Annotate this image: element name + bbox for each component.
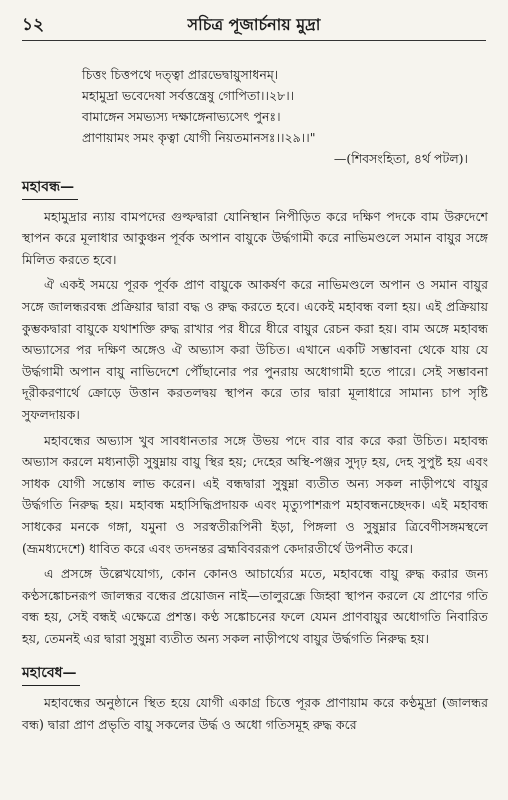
page-header <box>22 12 486 38</box>
paragraph: মহামুদ্রার ন্যায় বামপদের গুল্ফদ্বারা যোনিস্থান নিপীড়িত করে দক্ষিণ পদকে বাম উরুদেশে স্থাপন করে মূলাধার আকুঞ্চন পূর্বক অপান বায়ুকে উর্দ্ধগামী করে নাভিমণ্ডলে সমান বায়ুর সঙ্গে মিলিত করতে হবে। <box>22 208 488 267</box>
page-number: ১২ <box>22 15 45 35</box>
verse-line: প্রাণায়ামং সমং কৃত্বা যোগী নিয়তমানসঃ।।২৯।।" <box>82 130 316 145</box>
verse-line: মহামুদ্রা ভবেদেষা সর্বত্তন্ত্রেষু গোপিতা।।২৮।। <box>82 88 295 103</box>
verse-citation: —(শিবসংহিতা, ৪র্থ পটল)। <box>333 151 468 166</box>
body-text <box>22 176 488 739</box>
running-title: সচিত্র পূজার্চনায় মুদ্রা <box>187 15 321 34</box>
verse-line: বামাঙ্গেন সমভ্যস্য দক্ষাঙ্গেনাভ্যসেৎ পুনঃ। <box>82 109 281 124</box>
paragraph: ঐ একই সময়ে পূরক পূর্বক প্রাণ বায়ুকে আকর্ষণ করে নাভিমণ্ডলে অপান ও সমান বায়ুর সঙ্গে জালন্ধরবন্ধ প্রক্রিয়ার দ্বারা বদ্ধ ও রুদ্ধ করতে হবে। একেই মহাবন্ধ বলা হয়। এই প্রক্রিয়ায় কুম্ভকদ্বারা বায়ুকে যথাশক্তি রুদ্ধ রাখার পর ধীরে ধীরে বায়ুর রেচন করা হয়। বাম অঙ্গে মহাবন্ধ অভ্যাসের পর দক্ষিণ অঙ্গেও ঐ অভ্যাস করা উচিত। এখানে একটি সম্ভাবনা থেকে যায় যে উর্দ্ধগামী অপান বায়ু নাভিদেশে পৌঁছানোর পর পুনরায় অধোগামী হতে পারে। সেই সম্ভাবনা দূরীকরণার্থে ক্রোড়ে উত্তান করতলদ্বয় স্থাপন করে তার দ্বারা মূলাধারে সামান্য চাপ সৃষ্টি সুফলদায়ক। <box>22 277 488 422</box>
verse-line: চিত্তং চিত্তপথে দত্ত্বা প্রারভেদ্বায়ুসাধনম্। <box>82 67 279 82</box>
paragraph: মহাবন্ধের অনুষ্ঠানে স্থিত হয়ে যোগী একাগ্র চিত্তে পূরক প্রাণায়াম করে কণ্ঠমুদ্রা (জালন্ধর বন্ধ) দ্বারা প্রাণ প্রভৃতি বায়ু সকলের উর্দ্ধ ও অধো গতিসমূহ রুদ্ধ করে <box>22 695 488 732</box>
header-rule <box>22 40 486 41</box>
paragraph: মহাবন্ধের অভ্যাস খুব সাবধানতার সঙ্গে উভয় পদে বার বার করে করা উচিত। মহাবন্ধ অভ্যাস করলে মধ্যনাড়ী সুষুম্নায় বায়ু স্থির হয়; দেহের অস্থি-পঞ্জর সুদৃঢ় হয়, দেহ সুপুষ্ট হয় এবং সাধক যোগী সন্তোষ লাভ করেন। এই বন্ধদ্বারা সুষুম্না ব্যতীত অন্য সকল নাড়ীপথে বায়ুর উর্দ্ধগতি নিরুদ্ধ হয়। মহাবন্ধ মহাসিদ্ধিপ্রদায়ক এবং মৃত্যুপাশরূপ মহাবন্ধনচ্ছেদক। এই মহাবন্ধ সাধকের মনকে গঙ্গা, যমুনা ও সরস্বতীরূপিনী ইড়া, পিঙ্গলা ও সুষুম্নার ত্রিবেণীসঙ্গমস্থলে (ভ্রূমধ্যদেশে) ধাবিত করে এবং তদনন্তর ব্রহ্মবিবররূপ কেদারতীর্থে উপনীত করে। <box>22 432 488 556</box>
section-heading-mahavedha: মহাবেধ— <box>22 663 80 686</box>
section-heading-mahabandha: মহাবন্ধ— <box>22 177 78 200</box>
paragraph: এ প্রসঙ্গে উল্লেখযোগ্য, কোন কোনও আচার্য্যের মতে, মহাবন্ধে বায়ু রুদ্ধ করার জন্য কণ্ঠসঙ্কোচনরূপ জালন্ধর বন্ধের প্রয়োজন নাই—তালুরন্ধ্রে জিহ্বা স্থাপন করলে যে প্রাণের গতি বন্ধ হয়, সেই বন্ধই এক্ষেত্রে প্রশস্ত। কণ্ঠ সঙ্কোচনের ফলে যেমন প্রাণবায়ুর অধোগতি নিবারিত হয়, তেমনই এর দ্বারা সুষুম্না ব্যতীত অন্য সকল নাড়ীপথে বায়ুর উর্দ্ধগতি নিরুদ্ধ হয়। <box>22 566 488 646</box>
verse-block <box>82 64 478 169</box>
